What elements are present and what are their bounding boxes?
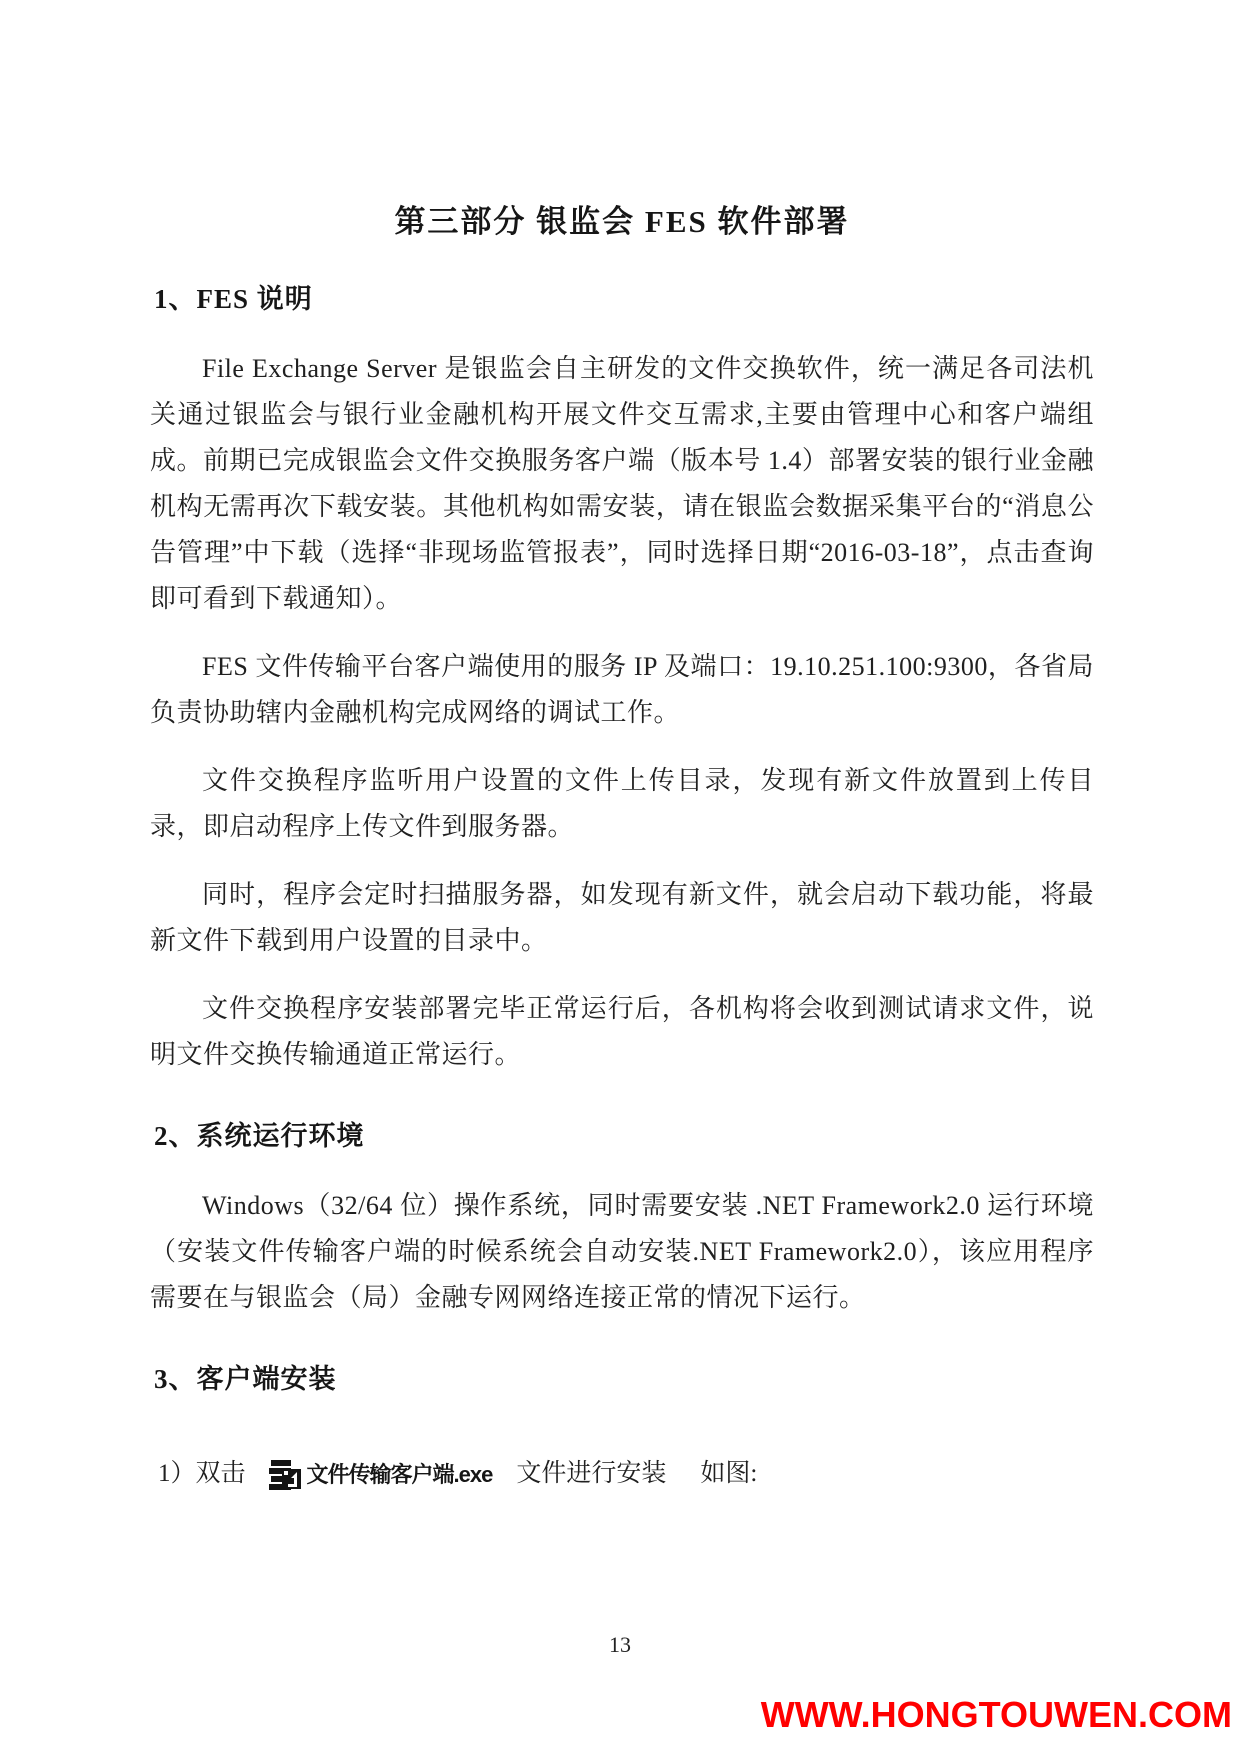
page-number: 13 [609,1632,631,1657]
section-1-paragraph-1: File Exchange Server 是银监会自主研发的文件交换软件，统一满足各司法机关通过银监会与银行业金融机构开展文件交互需求,主要由管理中心和客户端组成。前期已完成银监会文件交换服务客户端（版本号 1.4）部署安装的银行业金融机构无需再次下载安装。其他机构如需安装，请在银监会数据采集平台的“消息公告管理”中下载（选择“非现场监管报表”，同时选择日期“2016-03-18”，点击查询即可看到下载通知）。 [150,354,1094,613]
section-2-paragraph-1: Windows（32/64 位）操作系统，同时需要安装 .NET Framework2.0 运行环境（安装文件传输客户端的时候系统会自动安装.NET Framework2.0），该应用程序需要在与银监会（局）金融专网网络连接正常的情况下运行。 [150,1191,1094,1312]
exe-file-reference [268,1455,493,1495]
page-title: 第三部分 银监会 FES 软件部署 [394,204,850,239]
document-content [150,0,1094,1495]
step-suffix-figure: 如图: [700,1460,758,1487]
section-1-paragraph-2: FES 文件传输平台客户端使用的服务 IP 及端口：19.10.251.100:9300，各省局负责协助辖内金融机构完成网络的调试工作。 [150,652,1094,727]
section-1-heading: 1、FES 说明 [154,284,313,314]
section-2-heading: 2、系统运行环境 [154,1121,365,1151]
section-1-paragraph-4: 同时，程序会定时扫描服务器，如发现有新文件，就会启动下载功能，将最新文件下载到用户设置的目录中。 [150,880,1094,955]
step-suffix: 文件进行安装 [516,1460,667,1487]
exe-file-name: 文件传输客户端.exe [306,1462,493,1488]
section-1-paragraph-3: 文件交换程序监听用户设置的文件上传目录，发现有新文件放置到上传目录，即启动程序上传文件到服务器。 [150,766,1094,841]
step-prefix: 1）双击 [158,1460,246,1487]
install-step-1 [158,1454,1094,1495]
watermark: WWW.HONGTOUWEN.COM [760,1694,1232,1735]
section-3-heading: 3、客户端安装 [154,1364,337,1394]
section-1-paragraph-5: 文件交换程序安装部署完毕正常运行后，各机构将会收到测试请求文件，说明文件交换传输通道正常运行。 [150,994,1094,1069]
installer-exe-icon [268,1457,302,1493]
